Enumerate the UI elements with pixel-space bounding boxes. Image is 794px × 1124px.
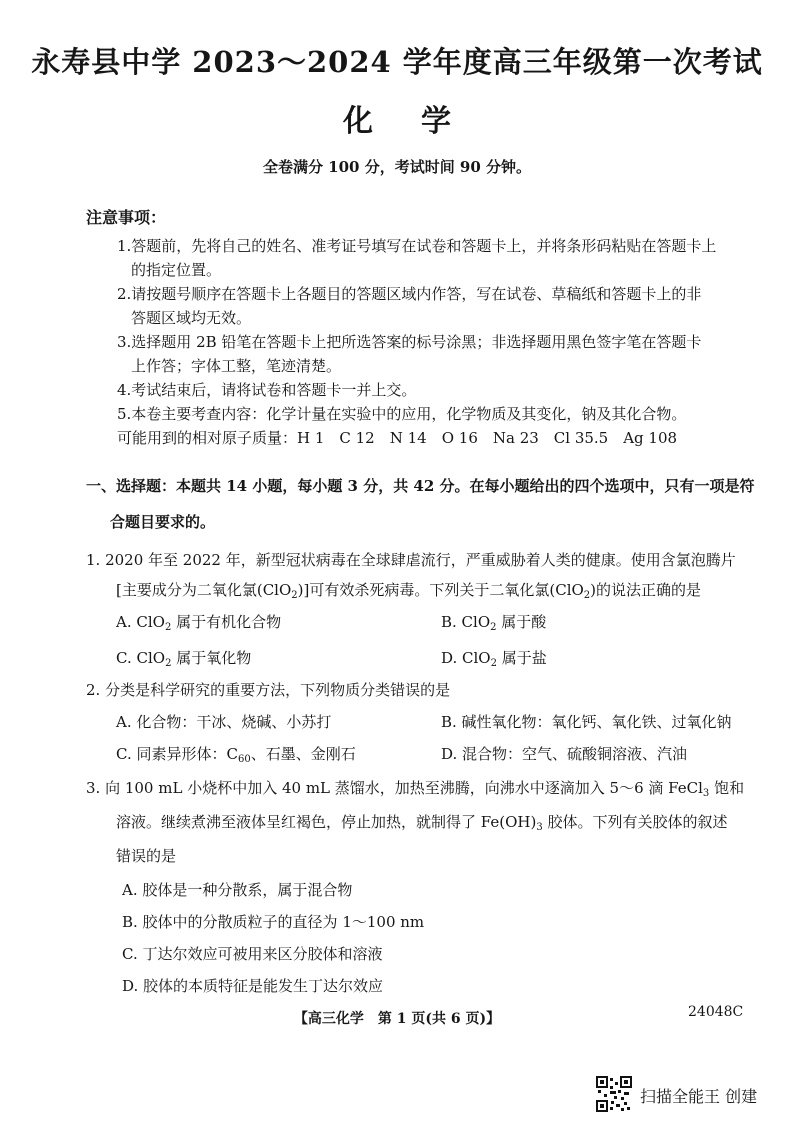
question-2-option-a: A. 化合物：干冰、烧碱、小苏打 — [116, 713, 332, 731]
score-info: 全卷满分 100 分，考试时间 90 分钟。 — [262, 158, 532, 176]
text-fragment: 饱和 — [709, 779, 745, 797]
text-fragment: 属于氧化物 — [171, 649, 252, 667]
notice-line: 2.请按题号顺序在答题卡上各题目的答题区域内作答，写在试卷、草稿纸和答题卡上的非 — [117, 285, 702, 303]
notice-line: 的指定位置。 — [131, 261, 222, 279]
atomic-mass-line: 可能用到的相对原子质量：H 1 C 12 N 14 O 16 Na 23 Cl 35.5 Ag 108 — [117, 429, 678, 447]
text-fragment: 属于有机化合物 — [171, 613, 282, 631]
subscript: 3 — [702, 788, 710, 799]
exam-title: 永寿县中学 2023～2024 学年度高三年级第一次考试 — [31, 45, 763, 79]
question-3-option-a: A. 胶体是一种分散系，属于混合物 — [122, 881, 353, 899]
text-fragment: B. ClO — [441, 613, 491, 631]
question-2-option-d: D. 混合物：空气、硫酸铜溶液、汽油 — [441, 745, 688, 763]
text-fragment: D. ClO — [441, 649, 491, 667]
text-fragment: A. ClO — [116, 613, 165, 631]
text-fragment: 3. 向 100 mL 小烧杯中加入 40 mL 蒸馏水，加热至沸腾，向沸水中逐滴加入 5～6 滴 FeCl — [86, 779, 703, 797]
question-1-option-c — [116, 648, 251, 674]
text-fragment: 属于盐 — [496, 649, 547, 667]
question-1-option-d — [441, 648, 547, 674]
subject-title: 化学 — [343, 104, 499, 139]
question-3-option-b: B. 胶体中的分散质粒子的直径为 1～100 nm — [122, 913, 425, 931]
subscript: 2 — [583, 590, 591, 601]
text-fragment: )的说法正确的是 — [590, 581, 702, 599]
page-footer: 【高三化学 第 1 页(共 6 页)】 — [293, 1011, 501, 1027]
text-fragment: C. ClO — [116, 649, 166, 667]
subscript: 2 — [490, 622, 497, 633]
notice-title: 注意事项： — [86, 208, 167, 227]
text-fragment: 溶液。继续煮沸至液体呈红褐色，停止加热，就制得了 Fe(OH) — [116, 813, 537, 831]
question-3-stem-cont — [116, 812, 727, 838]
question-2-option-b: B. 碱性氧化物：氧化钙、氧化铁、过氧化钠 — [441, 713, 732, 731]
subscript: 2 — [490, 658, 497, 669]
text-fragment: 、石墨、金刚石 — [250, 745, 356, 763]
question-2-stem: 2. 分类是科学研究的重要方法，下列物质分类错误的是 — [86, 681, 451, 699]
question-3-stem — [86, 778, 744, 804]
notice-line: 上作答；字体工整，笔迹清楚。 — [131, 357, 342, 375]
question-1-option-b — [441, 612, 546, 638]
notice-line: 答题区域均无效。 — [131, 309, 252, 327]
text-fragment: )]可有效杀死病毒。下列关于二氧化氯(ClO — [297, 581, 584, 599]
notice-line: 3.选择题用 2B 铅笔在答题卡上把所选答案的标号涂黑；非选择题用黑色签字笔在答题卡 — [117, 333, 702, 351]
question-1-option-a — [116, 612, 281, 638]
question-1-stem-cont — [116, 580, 701, 606]
notice-line: 4.考试结束后，请将试卷和答题卡一并上交。 — [117, 381, 417, 399]
exam-code: 24048C — [688, 1004, 744, 1020]
text-fragment: [主要成分为二氧化氯(ClO — [116, 581, 292, 599]
subscript: 3 — [536, 822, 543, 833]
section-heading-cont: 合题目要求的。 — [110, 513, 216, 531]
question-3-option-c: C. 丁达尔效应可被用来区分胶体和溶液 — [122, 945, 383, 963]
notice-line: 5.本卷主要考查内容：化学计量在实验中的应用，化学物质及其变化，钠及其化合物。 — [117, 405, 687, 423]
subscript: 2 — [164, 622, 172, 633]
text-fragment: C. 同素异形体：C — [116, 745, 238, 763]
text-fragment: 属于酸 — [496, 613, 547, 631]
qr-code-icon — [596, 1076, 632, 1112]
text-fragment: 胶体。下列有关胶体的叙述 — [542, 813, 728, 831]
subscript: 2 — [291, 590, 298, 601]
question-3-option-d: D. 胶体的本质特征是能发生丁达尔效应 — [122, 977, 384, 995]
question-2-option-c — [116, 744, 356, 770]
subscript: 60 — [237, 754, 251, 765]
notice-line: 1.答题前，先将自己的姓名、准考证号填写在试卷和答题卡上，并将条形码粘贴在答题卡上 — [117, 237, 717, 255]
subscript: 2 — [165, 658, 172, 669]
question-3-stem-cont: 错误的是 — [116, 847, 177, 865]
question-1-stem: 1. 2020 年至 2022 年，新型冠状病毒在全球肆虐流行，严重威胁着人类的健康。使用含氯泡腾片 — [86, 551, 736, 569]
section-heading: 一、选择题：本题共 14 小题，每小题 3 分，共 42 分。在每小题给出的四个选项中，只有一项是符 — [86, 477, 755, 495]
scanner-watermark-label: 扫描全能王 创建 — [640, 1087, 758, 1106]
